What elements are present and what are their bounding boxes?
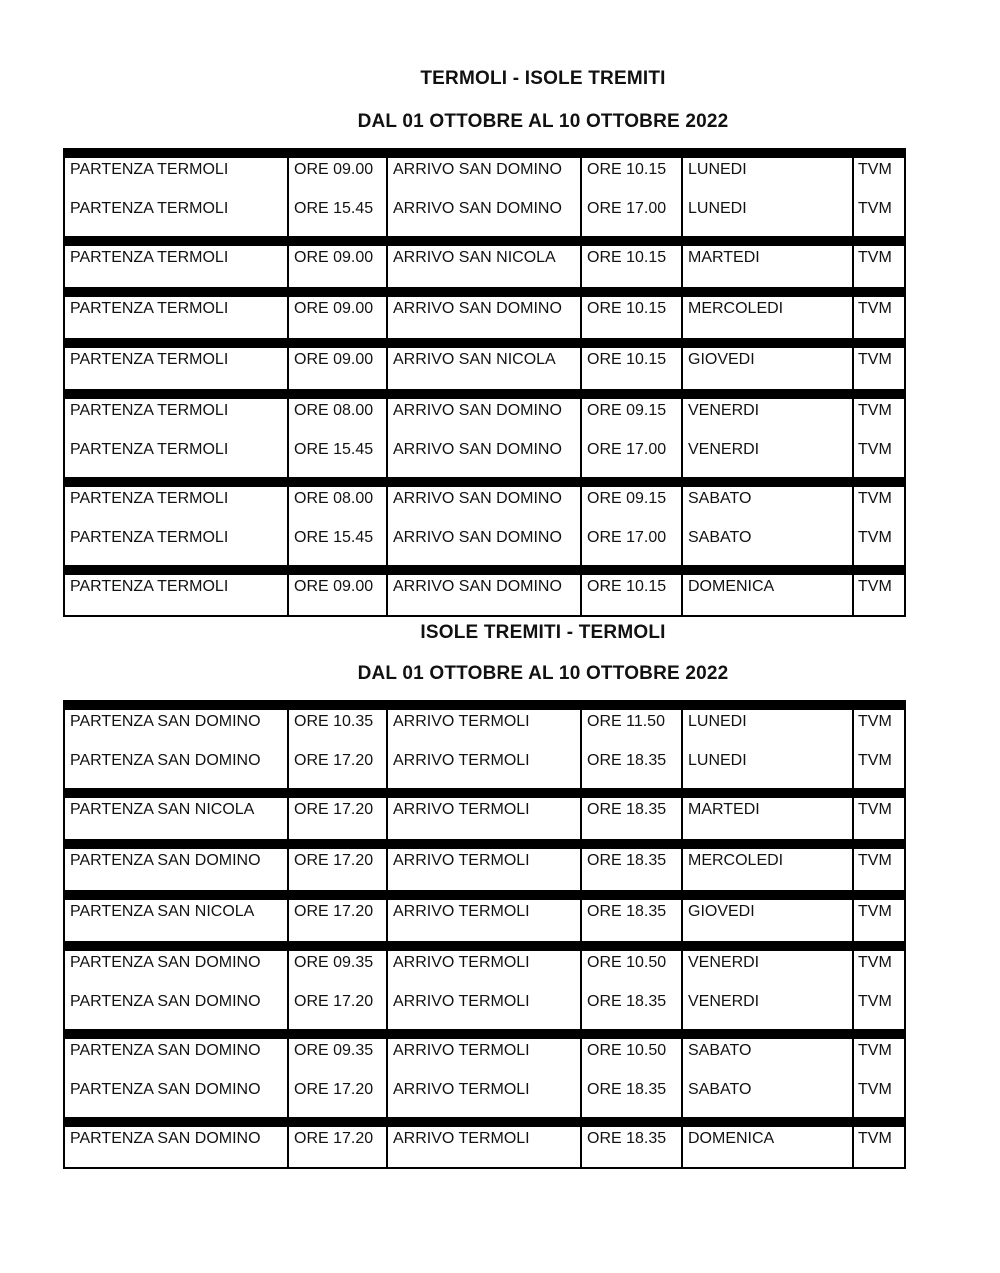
operator-cell: TVM <box>858 1042 892 1059</box>
arrival-time-cell: ORE 10.50 <box>587 954 667 971</box>
table-row <box>65 350 904 370</box>
table-row <box>65 851 904 871</box>
departure-port-cell: PARTENZA SAN NICOLA <box>70 801 255 818</box>
departure-time-cell: ORE 08.00 <box>294 402 374 419</box>
table-row <box>65 992 904 1012</box>
operator-cell: TVM <box>858 903 892 920</box>
arrival-port-cell: ARRIVO TERMOLI <box>393 752 530 769</box>
schedule-group <box>63 700 906 788</box>
arrival-port-cell: ARRIVO TERMOLI <box>393 713 530 730</box>
table-row <box>65 489 904 509</box>
arrival-port-cell: ARRIVO SAN DOMINO <box>393 402 562 419</box>
operator-cell: TVM <box>858 752 892 769</box>
arrival-time-cell: ORE 18.35 <box>587 993 667 1010</box>
departure-port-cell: PARTENZA SAN DOMINO <box>70 713 261 730</box>
departure-time-cell: ORE 09.00 <box>294 578 374 595</box>
departure-port-cell: PARTENZA TERMOLI <box>70 490 229 507</box>
day-cell: DOMENICA <box>688 578 775 595</box>
arrival-time-cell: ORE 18.35 <box>587 752 667 769</box>
outbound-timetable <box>63 148 906 617</box>
day-cell: SABATO <box>688 529 752 546</box>
schedule-group <box>63 565 906 617</box>
departure-port-cell: PARTENZA SAN DOMINO <box>70 1042 261 1059</box>
departure-port-cell: PARTENZA TERMOLI <box>70 351 229 368</box>
departure-port-cell: PARTENZA SAN DOMINO <box>70 752 261 769</box>
operator-cell: TVM <box>858 529 892 546</box>
departure-time-cell: ORE 09.35 <box>294 954 374 971</box>
departure-port-cell: PARTENZA TERMOLI <box>70 161 229 178</box>
day-cell: LUNEDI <box>688 200 747 217</box>
departure-time-cell: ORE 15.45 <box>294 529 374 546</box>
operator-cell: TVM <box>858 713 892 730</box>
departure-time-cell: ORE 09.00 <box>294 300 374 317</box>
departure-port-cell: PARTENZA TERMOLI <box>70 441 229 458</box>
table-row <box>65 800 904 820</box>
day-cell: MERCOLEDI <box>688 852 784 869</box>
table-row <box>65 299 904 319</box>
table-row <box>65 160 904 180</box>
operator-cell: TVM <box>858 300 892 317</box>
schedule-group <box>63 389 906 477</box>
arrival-port-cell: ARRIVO TERMOLI <box>393 852 530 869</box>
arrival-port-cell: ARRIVO SAN DOMINO <box>393 529 562 546</box>
departure-time-cell: ORE 17.20 <box>294 801 374 818</box>
arrival-time-cell: ORE 10.15 <box>587 249 667 266</box>
day-cell: GIOVEDI <box>688 903 755 920</box>
operator-cell: TVM <box>858 993 892 1010</box>
departure-port-cell: PARTENZA SAN NICOLA <box>70 903 255 920</box>
arrival-port-cell: ARRIVO TERMOLI <box>393 993 530 1010</box>
table-row <box>65 1041 904 1061</box>
schedule-group <box>63 1029 906 1117</box>
day-cell: SABATO <box>688 490 752 507</box>
operator-cell: TVM <box>858 200 892 217</box>
arrival-port-cell: ARRIVO SAN NICOLA <box>393 249 556 266</box>
arrival-time-cell: ORE 09.15 <box>587 402 667 419</box>
day-cell: VENERDI <box>688 402 760 419</box>
departure-port-cell: PARTENZA TERMOLI <box>70 402 229 419</box>
operator-cell: TVM <box>858 954 892 971</box>
arrival-port-cell: ARRIVO SAN NICOLA <box>393 351 556 368</box>
arrival-time-cell: ORE 10.15 <box>587 351 667 368</box>
day-cell: GIOVEDI <box>688 351 755 368</box>
operator-cell: TVM <box>858 249 892 266</box>
arrival-port-cell: ARRIVO TERMOLI <box>393 1042 530 1059</box>
day-cell: MARTEDI <box>688 249 760 266</box>
departure-time-cell: ORE 15.45 <box>294 200 374 217</box>
arrival-port-cell: ARRIVO TERMOLI <box>393 801 530 818</box>
schedule-group <box>63 236 906 287</box>
day-cell: DOMENICA <box>688 1130 775 1147</box>
arrival-time-cell: ORE 09.15 <box>587 490 667 507</box>
operator-cell: TVM <box>858 351 892 368</box>
day-cell: SABATO <box>688 1042 752 1059</box>
departure-port-cell: PARTENZA SAN DOMINO <box>70 993 261 1010</box>
operator-cell: TVM <box>858 161 892 178</box>
schedule-group <box>63 839 906 890</box>
arrival-time-cell: ORE 10.15 <box>587 578 667 595</box>
departure-time-cell: ORE 08.00 <box>294 490 374 507</box>
operator-cell: TVM <box>858 441 892 458</box>
departure-time-cell: ORE 17.20 <box>294 1081 374 1098</box>
operator-cell: TVM <box>858 1081 892 1098</box>
return-title: ISOLE TREMITI - TERMOLI <box>420 622 666 643</box>
outbound-title: TERMOLI - ISOLE TREMITI <box>420 68 666 89</box>
schedule-group <box>63 1117 906 1169</box>
schedule-group <box>63 287 906 338</box>
departure-port-cell: PARTENZA SAN DOMINO <box>70 1081 261 1098</box>
table-row <box>65 401 904 421</box>
schedule-group <box>63 148 906 236</box>
table-row <box>65 712 904 732</box>
return-period: DAL 01 OTTOBRE AL 10 OTTOBRE 2022 <box>357 663 729 684</box>
departure-time-cell: ORE 17.20 <box>294 903 374 920</box>
table-row <box>65 1080 904 1100</box>
table-row <box>65 528 904 548</box>
departure-time-cell: ORE 09.00 <box>294 161 374 178</box>
operator-cell: TVM <box>858 1130 892 1147</box>
outbound-period: DAL 01 OTTOBRE AL 10 OTTOBRE 2022 <box>357 111 729 132</box>
day-cell: VENERDI <box>688 993 760 1010</box>
arrival-time-cell: ORE 18.35 <box>587 801 667 818</box>
table-row <box>65 1129 904 1149</box>
departure-port-cell: PARTENZA TERMOLI <box>70 300 229 317</box>
table-row <box>65 751 904 771</box>
schedule-group <box>63 788 906 839</box>
departure-port-cell: PARTENZA SAN DOMINO <box>70 954 261 971</box>
departure-port-cell: PARTENZA TERMOLI <box>70 578 229 595</box>
table-row <box>65 577 904 597</box>
departure-port-cell: PARTENZA SAN DOMINO <box>70 852 261 869</box>
departure-time-cell: ORE 09.35 <box>294 1042 374 1059</box>
arrival-port-cell: ARRIVO SAN DOMINO <box>393 161 562 178</box>
arrival-port-cell: ARRIVO SAN DOMINO <box>393 200 562 217</box>
arrival-time-cell: ORE 17.00 <box>587 441 667 458</box>
departure-time-cell: ORE 17.20 <box>294 993 374 1010</box>
day-cell: VENERDI <box>688 441 760 458</box>
table-row <box>65 953 904 973</box>
table-row <box>65 440 904 460</box>
operator-cell: TVM <box>858 801 892 818</box>
schedule-group <box>63 477 906 565</box>
departure-port-cell: PARTENZA SAN DOMINO <box>70 1130 261 1147</box>
table-row <box>65 199 904 219</box>
operator-cell: TVM <box>858 490 892 507</box>
table-row <box>65 902 904 922</box>
day-cell: SABATO <box>688 1081 752 1098</box>
departure-time-cell: ORE 10.35 <box>294 713 374 730</box>
table-row <box>65 248 904 268</box>
operator-cell: TVM <box>858 852 892 869</box>
day-cell: LUNEDI <box>688 161 747 178</box>
departure-time-cell: ORE 15.45 <box>294 441 374 458</box>
day-cell: VENERDI <box>688 954 760 971</box>
arrival-port-cell: ARRIVO SAN DOMINO <box>393 441 562 458</box>
arrival-time-cell: ORE 18.35 <box>587 903 667 920</box>
arrival-time-cell: ORE 10.50 <box>587 1042 667 1059</box>
arrival-port-cell: ARRIVO SAN DOMINO <box>393 490 562 507</box>
departure-port-cell: PARTENZA TERMOLI <box>70 200 229 217</box>
schedule-group <box>63 941 906 1029</box>
arrival-port-cell: ARRIVO TERMOLI <box>393 1130 530 1147</box>
arrival-port-cell: ARRIVO SAN DOMINO <box>393 578 562 595</box>
arrival-port-cell: ARRIVO TERMOLI <box>393 954 530 971</box>
departure-time-cell: ORE 09.00 <box>294 351 374 368</box>
departure-port-cell: PARTENZA TERMOLI <box>70 529 229 546</box>
departure-time-cell: ORE 17.20 <box>294 1130 374 1147</box>
return-timetable <box>63 700 906 1169</box>
arrival-port-cell: ARRIVO TERMOLI <box>393 903 530 920</box>
arrival-time-cell: ORE 18.35 <box>587 852 667 869</box>
day-cell: MERCOLEDI <box>688 300 784 317</box>
day-cell: MARTEDI <box>688 801 760 818</box>
day-cell: LUNEDI <box>688 752 747 769</box>
arrival-time-cell: ORE 11.50 <box>587 713 665 730</box>
schedule-group <box>63 890 906 941</box>
arrival-time-cell: ORE 10.15 <box>587 300 667 317</box>
arrival-time-cell: ORE 17.00 <box>587 529 667 546</box>
departure-time-cell: ORE 09.00 <box>294 249 374 266</box>
departure-port-cell: PARTENZA TERMOLI <box>70 249 229 266</box>
operator-cell: TVM <box>858 402 892 419</box>
arrival-port-cell: ARRIVO SAN DOMINO <box>393 300 562 317</box>
operator-cell: TVM <box>858 578 892 595</box>
day-cell: LUNEDI <box>688 713 747 730</box>
arrival-time-cell: ORE 17.00 <box>587 200 667 217</box>
arrival-time-cell: ORE 18.35 <box>587 1130 667 1147</box>
arrival-time-cell: ORE 10.15 <box>587 161 667 178</box>
arrival-time-cell: ORE 18.35 <box>587 1081 667 1098</box>
schedule-group <box>63 338 906 389</box>
departure-time-cell: ORE 17.20 <box>294 752 374 769</box>
departure-time-cell: ORE 17.20 <box>294 852 374 869</box>
arrival-port-cell: ARRIVO TERMOLI <box>393 1081 530 1098</box>
